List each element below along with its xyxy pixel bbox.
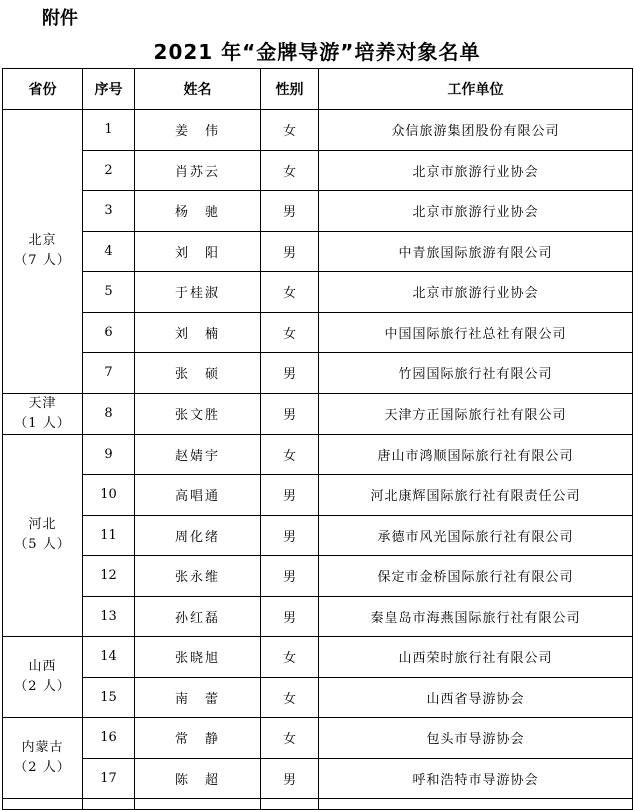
page-title: 2021 年“金牌导游”培养对象名单 xyxy=(153,40,481,64)
row-number: 15 xyxy=(83,677,135,718)
header-number: 序号 xyxy=(83,69,135,110)
person-gender: 女 xyxy=(261,637,319,678)
person-organization: 北京市旅游行业协会 xyxy=(319,272,633,313)
person-gender: 女 xyxy=(261,434,319,475)
person-gender: 女 xyxy=(261,272,319,313)
table-row xyxy=(3,637,633,678)
person-gender: 女 xyxy=(261,718,319,759)
row-number: 17 xyxy=(83,758,135,799)
row-number: 1 xyxy=(83,110,135,151)
person-organization: 保定市金桥国际旅行社有限公司 xyxy=(319,556,633,597)
row-number: 16 xyxy=(83,718,135,759)
table-row xyxy=(3,718,633,759)
person-name: 周化绪 xyxy=(135,515,261,556)
table-header-row xyxy=(3,69,633,110)
table-row xyxy=(3,475,633,516)
empty-cell xyxy=(83,799,135,810)
table-row xyxy=(3,110,633,151)
table-row xyxy=(3,150,633,191)
person-gender: 男 xyxy=(261,353,319,394)
person-name: 肖苏云 xyxy=(135,150,261,191)
person-gender: 男 xyxy=(261,758,319,799)
person-organization: 天津方正国际旅行社有限公司 xyxy=(319,393,633,434)
person-gender: 男 xyxy=(261,393,319,434)
province-count: （1 人） xyxy=(14,415,71,431)
person-gender: 女 xyxy=(261,110,319,151)
person-name: 张永维 xyxy=(135,556,261,597)
person-name: 常 静 xyxy=(135,718,261,759)
table-row xyxy=(3,556,633,597)
province-name: 河北 xyxy=(28,517,57,533)
person-gender: 男 xyxy=(261,475,319,516)
table-row xyxy=(3,191,633,232)
person-name: 刘 阳 xyxy=(135,231,261,272)
person-organization: 中青旅国际旅游有限公司 xyxy=(319,231,633,272)
table-row xyxy=(3,393,633,434)
person-gender: 男 xyxy=(261,596,319,637)
person-organization: 河北康辉国际旅行社有限责任公司 xyxy=(319,475,633,516)
province-cell xyxy=(3,393,83,434)
table-row xyxy=(3,272,633,313)
person-organization: 唐山市鸿顺国际旅行社有限公司 xyxy=(319,434,633,475)
row-number: 10 xyxy=(83,475,135,516)
empty-cell xyxy=(319,799,633,810)
person-gender: 男 xyxy=(261,515,319,556)
province-count: （5 人） xyxy=(14,537,71,553)
attachment-label: 附件 xyxy=(42,8,78,29)
person-organization: 众信旅游集团股份有限公司 xyxy=(319,110,633,151)
person-gender: 女 xyxy=(261,150,319,191)
row-number: 8 xyxy=(83,393,135,434)
table-row xyxy=(3,434,633,475)
person-name: 杨 驰 xyxy=(135,191,261,232)
row-number: 6 xyxy=(83,312,135,353)
province-cell xyxy=(3,637,83,718)
table-row xyxy=(3,312,633,353)
row-number: 11 xyxy=(83,515,135,556)
empty-cell xyxy=(261,799,319,810)
person-organization: 秦皇岛市海燕国际旅行社有限公司 xyxy=(319,596,633,637)
person-name: 张晓旭 xyxy=(135,637,261,678)
table-row xyxy=(3,596,633,637)
person-gender: 男 xyxy=(261,556,319,597)
person-organization: 竹园国际旅行社有限公司 xyxy=(319,353,633,394)
row-number: 13 xyxy=(83,596,135,637)
person-gender: 男 xyxy=(261,191,319,232)
table-row xyxy=(3,353,633,394)
person-organization: 呼和浩特市导游协会 xyxy=(319,758,633,799)
header-organization: 工作单位 xyxy=(319,69,633,110)
person-gender: 女 xyxy=(261,677,319,718)
person-organization: 山西省导游协会 xyxy=(319,677,633,718)
person-name: 张文胜 xyxy=(135,393,261,434)
empty-cell xyxy=(3,799,83,810)
province-count: （2 人） xyxy=(14,679,71,694)
row-number: 7 xyxy=(83,353,135,394)
person-organization: 北京市旅游行业协会 xyxy=(319,191,633,232)
row-number: 3 xyxy=(83,191,135,232)
province-cell xyxy=(3,718,83,799)
header-gender: 性别 xyxy=(261,69,319,110)
row-number: 5 xyxy=(83,272,135,313)
table-row xyxy=(3,515,633,556)
person-gender: 男 xyxy=(261,231,319,272)
table-row xyxy=(3,231,633,272)
row-number: 9 xyxy=(83,434,135,475)
person-name: 张 硕 xyxy=(135,353,261,394)
person-organization: 承德市风光国际旅行社有限公司 xyxy=(319,515,633,556)
person-name: 孙红磊 xyxy=(135,596,261,637)
person-organization: 北京市旅游行业协会 xyxy=(319,150,633,191)
empty-cell xyxy=(135,799,261,810)
table-row xyxy=(3,758,633,799)
row-number: 2 xyxy=(83,150,135,191)
person-gender: 女 xyxy=(261,312,319,353)
person-organization: 包头市导游协会 xyxy=(319,718,633,759)
person-name: 南 蕾 xyxy=(135,677,261,718)
person-name: 陈 超 xyxy=(135,758,261,799)
province-name: 内蒙古 xyxy=(21,740,64,755)
province-name: 山西 xyxy=(28,659,57,674)
province-name: 北京 xyxy=(28,233,57,249)
person-organization: 山西荣时旅行社有限公司 xyxy=(319,637,633,678)
province-cell xyxy=(3,110,83,394)
person-name: 刘 楠 xyxy=(135,312,261,353)
table-row xyxy=(3,677,633,718)
person-name: 赵婧宇 xyxy=(135,434,261,475)
person-organization: 中国国际旅行社总社有限公司 xyxy=(319,312,633,353)
row-number: 14 xyxy=(83,637,135,678)
candidate-table xyxy=(2,68,633,810)
header-name: 姓名 xyxy=(135,69,261,110)
row-number: 4 xyxy=(83,231,135,272)
person-name: 于桂淑 xyxy=(135,272,261,313)
province-cell xyxy=(3,434,83,637)
person-name: 姜 伟 xyxy=(135,110,261,151)
person-name: 高唱通 xyxy=(135,475,261,516)
table-row-cutoff xyxy=(3,799,633,810)
province-count: （7 人） xyxy=(14,253,71,269)
header-province: 省份 xyxy=(3,69,83,110)
province-count: （2 人） xyxy=(14,760,71,775)
province-name: 天津 xyxy=(28,395,57,411)
row-number: 12 xyxy=(83,556,135,597)
